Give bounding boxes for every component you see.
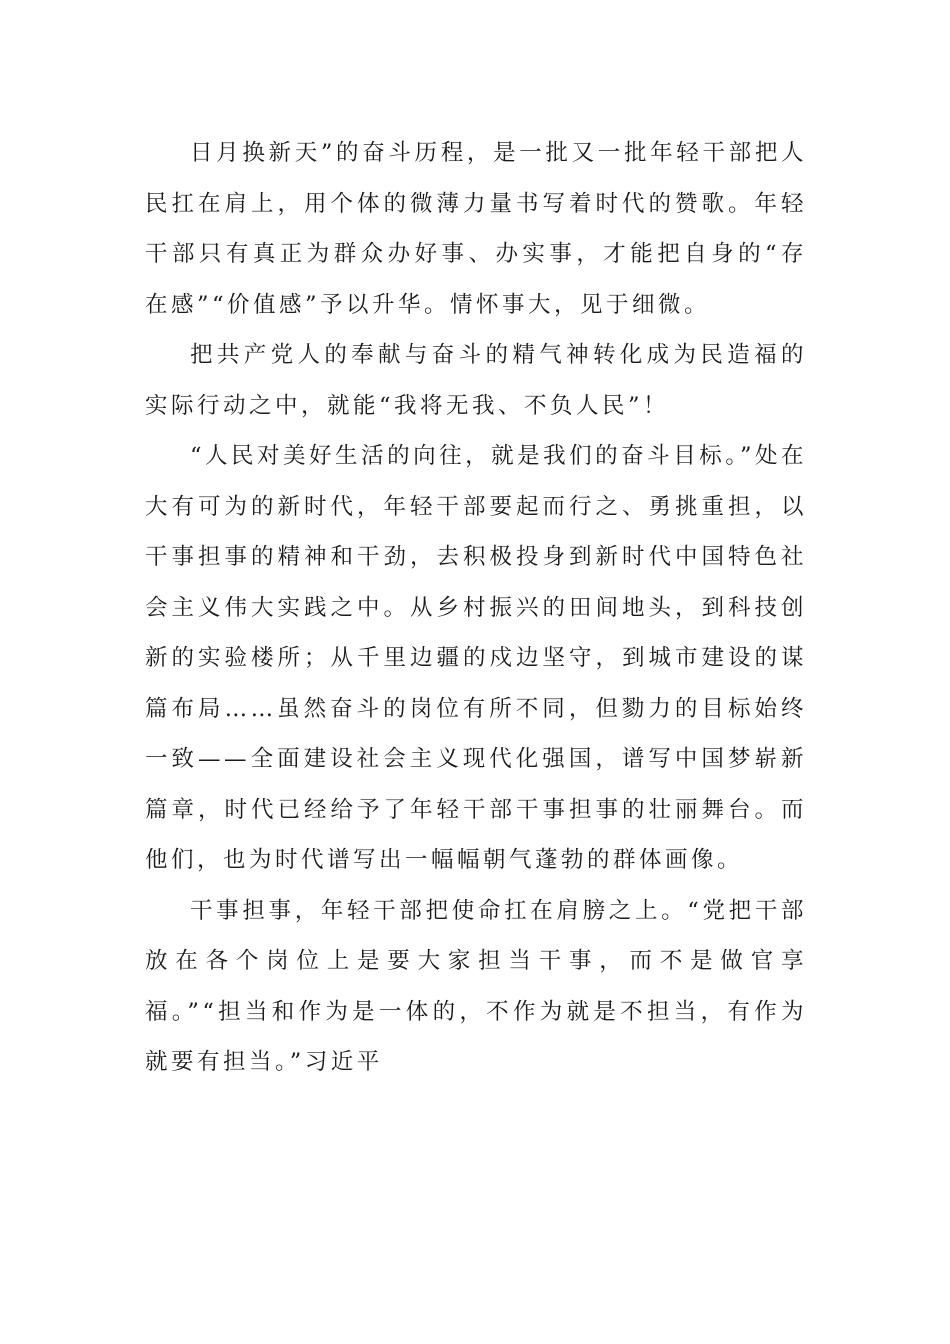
document-body — [145, 128, 807, 1088]
paragraph-4: 干事担事，年轻干部把使命扛在肩膀之上。“党把干部放在各个岗位上是要大家担当干事，而不是做官享福。”“担当和作为是一体的，不作为就是不担当，有作为就要有担当。”习近平 — [145, 897, 807, 1075]
paragraph-2: 把共产党人的奉献与奋斗的精气神转化成为民造福的实际行动之中，就能“我将无我、不负人民”！ — [145, 342, 807, 419]
paragraph-3: “人民对美好生活的向往，就是我们的奋斗目标。”处在大有可为的新时代，年轻干部要起而行之、勇挑重担，以干事担事的精神和干劲，去积极投身到新时代中国特色社会主义伟大实践之中。从乡村振兴的田间地头，到科技创新的实验楼所；从千里边疆的戍边坚守，到城市建设的谋篇布局……虽然奋斗的岗位有所不同，但勠力的目标始终一致——全面建设社会主义现代化强国，谱写中国梦崭新篇章，时代已经给予了年轻干部干事担事的壮丽舞台。而他们，也为时代谱写出一幅幅朝气蓬勃的群体画像。 — [145, 443, 807, 873]
paragraph-1: 日月换新天”的奋斗历程，是一批又一批年轻干部把人民扛在肩上，用个体的微薄力量书写着时代的赞歌。年轻干部只有真正为群众办好事、办实事，才能把自身的“存在感”“价值感”予以升华。情怀事大，见于细微。 — [145, 140, 807, 318]
